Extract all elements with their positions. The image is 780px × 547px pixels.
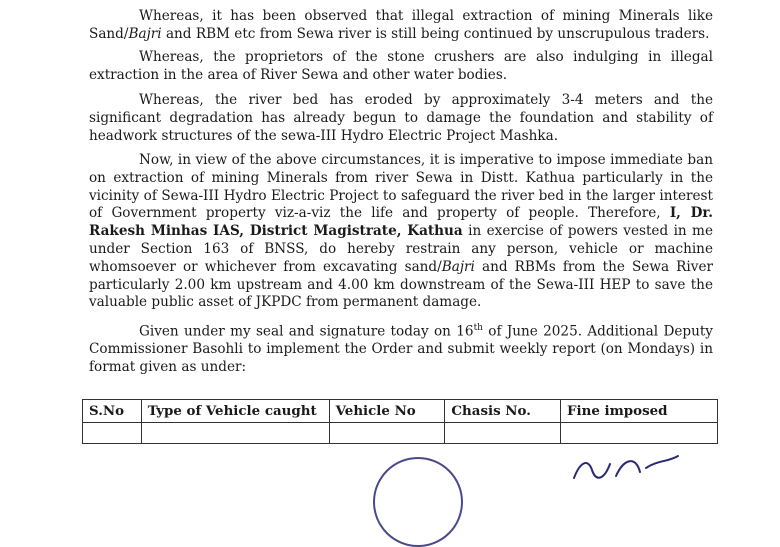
text-run: and RBM etc from Sewa river is still being continued by unscrupulous traders. — [161, 25, 710, 42]
text-run: Bajri — [128, 25, 162, 42]
header-chasis-no: Chasis No. — [445, 400, 561, 423]
table-cell — [141, 423, 329, 444]
text-run: of June 2025. Additional Deputy Commissioner Basohli to implement the Order and submit weekly report (on Mondays) in format given as under: — [89, 323, 713, 376]
header-fine-imposed: Fine imposed — [561, 400, 718, 423]
text-run: Now, in view of the above circumstances, it is imperative to impose immediate ban on extraction of mining Minerals from river Sewa in Distt. Kathua particularly in the vicinity of Sewa-III Hydro Electric Project to safeguard the river bed in the larger interest of Government property viz-a-viz the life and property of people. Therefore, — [89, 152, 713, 222]
paragraph-seal-and-signature — [89, 320, 713, 377]
table-row — [83, 423, 718, 444]
official-seal — [373, 457, 463, 547]
text-run: Bajri — [441, 258, 475, 275]
paragraph-illegal-extraction — [89, 8, 713, 44]
text-run: I, Dr. Rakesh Minhas IAS, District Magistrate, Kathua — [89, 205, 713, 240]
paragraph-river-bed-erosion — [89, 92, 713, 145]
weekly-report-table — [82, 399, 718, 444]
table-cell — [561, 423, 718, 444]
paragraph-stone-crushers — [89, 49, 713, 85]
text-run: and RBMs from the Sewa River particularly 2.00 km upstream and 4.00 km downstream of the Sewa-III HEP to save the valuable public asset of JKPDC from permanent damage. — [89, 258, 713, 311]
table-cell — [83, 423, 142, 444]
text-run: in exercise of powers vested in me under Section 163 of BNSS, do hereby restrain any person, vehicle or machine whomsoever or whichever from excavating sand/ — [89, 223, 713, 275]
text-run: Whereas, it has been observed that illegal extraction of mining Minerals like Sand/ — [89, 8, 713, 42]
text-run: Whereas, the river bed has eroded by approximately 3-4 meters and the significant degradation has already begun to damage the foundation and stability of headwork structures of the sewa-III Hydro Electric Project Mashka. — [89, 92, 713, 144]
signature-mark — [566, 452, 686, 482]
text-run: Given under my seal and signature today on 16 — [139, 323, 474, 340]
header-vehicle-no: Vehicle No — [329, 400, 445, 423]
paragraph-ban-order — [89, 152, 713, 312]
text-run: Whereas, the proprietors of the stone crushers are also indulging in illegal extraction in the area of River Sewa and other water bodies. — [89, 49, 713, 83]
table-cell — [329, 423, 445, 444]
header-vehicle-type: Type of Vehicle caught — [141, 400, 329, 423]
text-run: th — [473, 323, 483, 333]
table-header-row — [83, 400, 718, 423]
header-sno: S.No — [83, 400, 142, 423]
table-cell — [445, 423, 561, 444]
